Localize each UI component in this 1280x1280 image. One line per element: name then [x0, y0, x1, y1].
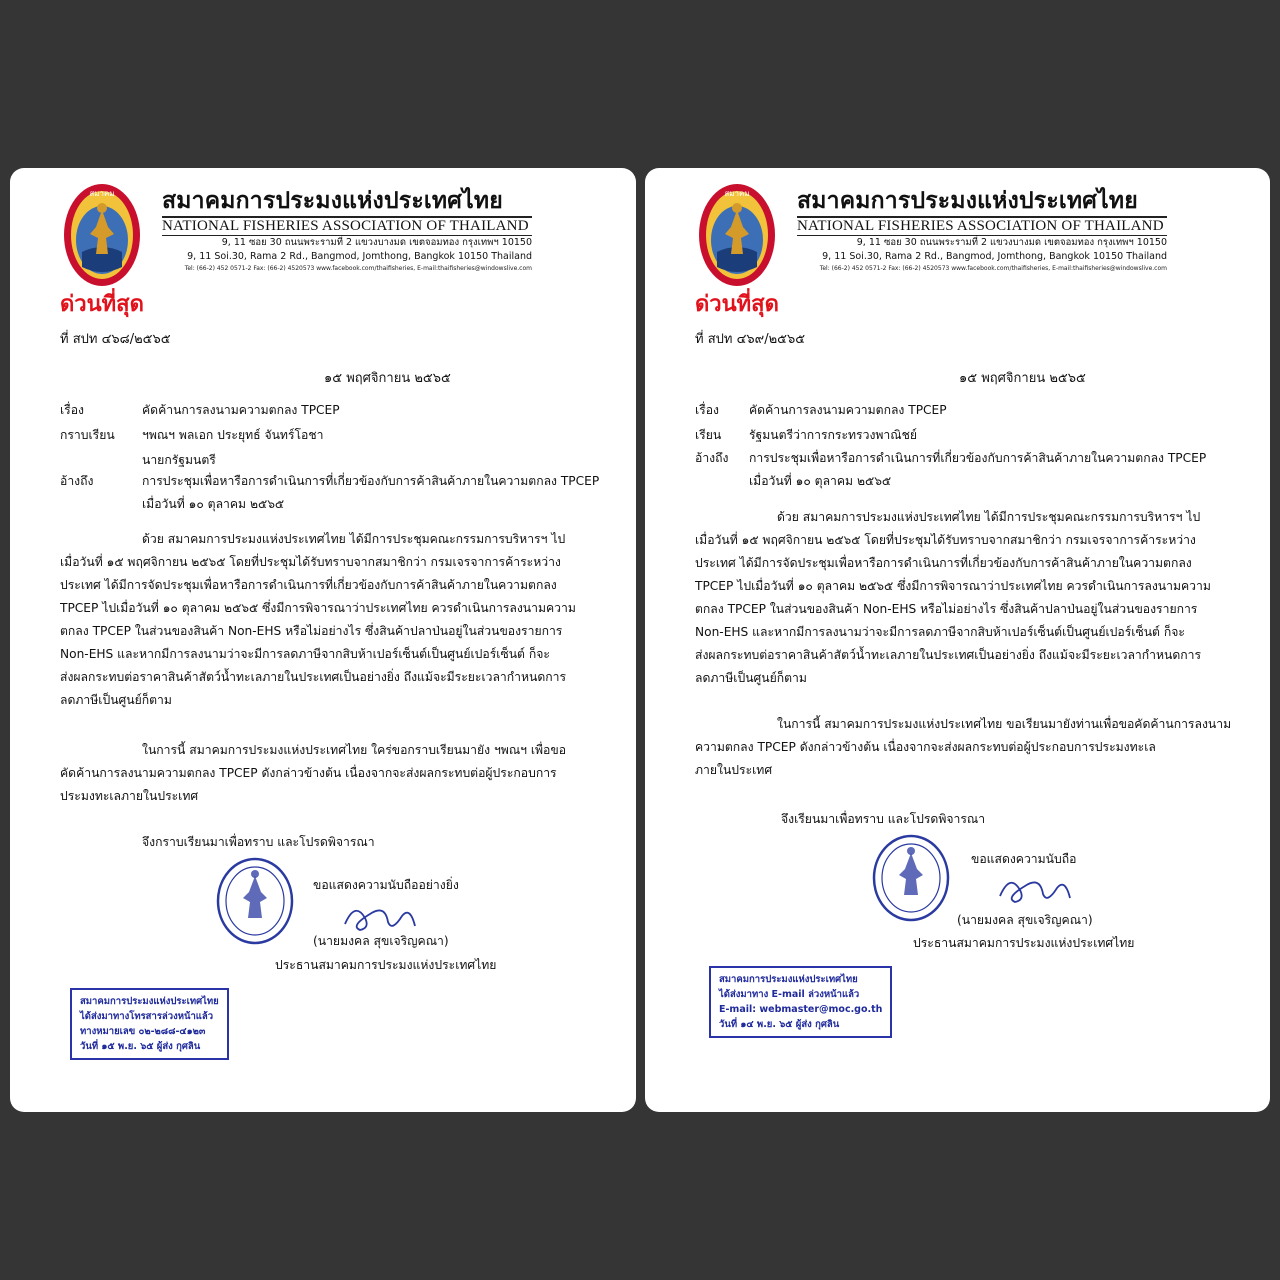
letter-right [645, 168, 1270, 1112]
org-contact: Tel: (66-2) 452 0571-2 Fax: (66-2) 4520573 www.facebook.com/thaifisheries, E-mail:thaifisheries@windowslive.com [184, 265, 532, 272]
to-title: นายกรัฐมนตรี [142, 453, 216, 467]
signature [995, 868, 1085, 908]
association-logo [62, 182, 142, 288]
subject-text: คัดค้านการลงนามความตกลง TPCEP [749, 403, 947, 417]
association-seal [215, 856, 295, 946]
to-text: ฯพณฯ พลเอก ประยุทธ์ จันทร์โอชา [142, 428, 324, 442]
org-address-thai: 9, 11 ซอย 30 ถนนพระรามที่ 2 แขวงบางมด เขตจอมทอง กรุงเทพฯ 10150 [856, 237, 1167, 248]
refer-text: การประชุมเพื่อหารือการดำเนินการที่เกี่ยวข้องกับการค้าสินค้าภายในความตกลง TPCEP [749, 451, 1207, 465]
closing-text: จึงเรียนมาเพื่อทราบ และโปรดพิจารณา [781, 812, 986, 826]
letterhead [162, 186, 532, 274]
org-address-english: 9, 11 Soi.30, Rama 2 Rd., Bangmod, Jomthong, Bangkok 10150 Thailand [187, 251, 532, 262]
to-text: รัฐมนตรีว่าการกระทรวงพาณิชย์ [749, 428, 917, 442]
reference-number: ที่ สปท ๔๖๙/๒๕๖๕ [695, 332, 806, 347]
signer-name: (นายมงคล สุขเจริญคณา) [313, 934, 449, 948]
org-address-english: 9, 11 Soi.30, Rama 2 Rd., Bangmod, Jomthong, Bangkok 10150 Thailand [822, 251, 1167, 262]
body-paragraph-2: ในการนี้ สมาคมการประมงแห่งประเทศไทย ใคร่ขอกราบเรียนมายัง ฯพณฯ เพื่อขอ คัดค้านการลงนามความตกลง TPCEP ดังกล่าวข้างต้น เนื่องจากจะส่งผลกระทบต่อผู้ประกอบการ ประมงทะเลภายในประเทศ [60, 743, 567, 803]
regards-text: ขอแสดงความนับถือ [971, 852, 1077, 866]
body-paragraph-2: ในการนี้ สมาคมการประมงแห่งประเทศไทย ขอเรียนมายังท่านเพื่อขอคัดค้านการลงนาม ความตกลง TPCEP ดังกล่าวข้างต้น เนื่องจากจะส่งผลกระทบต่อผู้ประกอบการประมงทะเล ภายในประเทศ [695, 717, 1232, 777]
org-name-thai: สมาคมการประมงแห่งประเทศไทย [797, 188, 1138, 214]
to-label: กราบเรียน [60, 428, 115, 442]
letter-left [10, 168, 636, 1112]
fax-stamp: สมาคมการประมงแห่งประเทศไทย ได้ส่งมาทางโทรสารล่วงหน้าแล้ว ทางหมายเลข ๐๒-๒๘๘-๔๑๒๓ วันที่ ๑๕ พ.ย. ๖๕ ผู้ส่ง กุศลิน [70, 988, 229, 1060]
urgent-label: ด่วนที่สุด [695, 292, 779, 317]
email-stamp: สมาคมการประมงแห่งประเทศไทย ได้ส่งมาทาง E-mail ล่วงหน้าแล้ว E-mail: webmaster@moc.go.th วันที่ ๑๔ พ.ย. ๖๕ ผู้ส่ง กุศลิน [709, 966, 892, 1038]
regards-text: ขอแสดงความนับถืออย่างยิ่ง [313, 878, 459, 892]
refer-date: เมื่อวันที่ ๑๐ ตุลาคม ๒๕๖๕ [749, 474, 892, 488]
subject-label: เรื่อง [695, 403, 719, 417]
to-label: เรียน [695, 428, 722, 442]
subject-text: คัดค้านการลงนามความตกลง TPCEP [142, 403, 340, 417]
subject-label: เรื่อง [60, 403, 84, 417]
body-paragraph-1: ด้วย สมาคมการประมงแห่งประเทศไทย ได้มีการประชุมคณะกรรมการบริหารฯ ไป เมื่อวันที่ ๑๕ พฤศจิกายน ๒๕๖๕ โดยที่ประชุมได้รับทราบจากสมาชิกว่า กรมเจรจาการค้าระหว่าง ประเทศ ได้มีการจัดประชุมเพื่อหารือการดำเนินการที่เกี่ยวข้องกับการค้าสินค้าภายในความตกลง TPCEP ไปเมื่อวันที่ ๑๐ ตุลาคม ๒๕๖๕ ซึ่งมีการพิจารณาว่าประเทศไทย ควรดำเนินการลงนามความ ตกลง TPCEP ในส่วนของสินค้า Non-EHS หรือไม่อย่างไร ซึ่งสินค้าปลาป่นอยู่ในส่วนของรายการ Non-EHS และหากมีการลงนามว่าจะมีการลดภาษีจากสิบห้าเปอร์เซ็นต์เป็นศูนย์เปอร์เซ็นต์ ก็จะ ส่งผลกระทบต่อราคาสินค้าสัตว์น้ำทะเลภายในประเทศเป็นอย่างยิ่ง ถึงแม้จะมีระยะเวลากำหนดการ ลดภาษีเป็นศูนย์ก็ตาม [60, 532, 576, 707]
letter-date: ๑๕ พฤศจิกายน ๒๕๖๕ [324, 371, 451, 386]
org-contact: Tel: (66-2) 452 0571-2 Fax: (66-2) 4520573 www.facebook.com/thaifisheries, E-mail:thaifisheries@windowslive.com [819, 265, 1167, 272]
signer-position: ประธานสมาคมการประมงแห่งประเทศไทย [275, 958, 497, 972]
association-logo [697, 182, 777, 288]
org-address-thai: 9, 11 ซอย 30 ถนนพระรามที่ 2 แขวงบางมด เขตจอมทอง กรุงเทพฯ 10150 [221, 237, 532, 248]
refer-label: อ้างถึง [60, 474, 94, 488]
org-name-thai: สมาคมการประมงแห่งประเทศไทย [162, 188, 503, 214]
reference-number: ที่ สปท ๔๖๘/๒๕๖๕ [60, 332, 171, 347]
urgent-label: ด่วนที่สุด [60, 292, 144, 317]
refer-label: อ้างถึง [695, 451, 729, 465]
refer-text: การประชุมเพื่อหารือการดำเนินการที่เกี่ยวข้องกับการค้าสินค้าภายในความตกลง TPCEP [142, 474, 600, 488]
refer-date: เมื่อวันที่ ๑๐ ตุลาคม ๒๕๖๕ [142, 497, 285, 511]
svg-text:สมาคม: สมาคม [724, 189, 750, 198]
letter-date: ๑๕ พฤศจิกายน ๒๕๖๕ [959, 371, 1086, 386]
org-name-english: NATIONAL FISHERIES ASSOCIATION OF THAILAND [797, 216, 1167, 236]
svg-text:สมาคม: สมาคม [89, 189, 115, 198]
body-paragraph-1: ด้วย สมาคมการประมงแห่งประเทศไทย ได้มีการประชุมคณะกรรมการบริหารฯ ไป เมื่อวันที่ ๑๕ พฤศจิกายน ๒๕๖๕ โดยที่ประชุมได้รับทราบจากสมาชิกว่า กรมเจรจาการค้าระหว่าง ประเทศ ได้มีการจัดประชุมเพื่อหารือการดำเนินการที่เกี่ยวข้องกับการค้าสินค้าภายในความตกลง TPCEP ไปเมื่อวันที่ ๑๐ ตุลาคม ๒๕๖๕ ซึ่งมีการพิจารณาว่าประเทศไทย ควรดำเนินการลงนามความ ตกลง TPCEP ในส่วนของสินค้า Non-EHS หรือไม่อย่างไร ซึ่งสินค้าปลาป่นอยู่ในส่วนของรายการ Non-EHS และหากมีการลงนามว่าจะมีการลดภาษีจากสิบห้าเปอร์เซ็นต์เป็นศูนย์เปอร์เซ็นต์ ก็จะ ส่งผลกระทบต่อราคาสินค้าสัตว์น้ำทะเลภายในประเทศเป็นอย่างยิ่ง ถึงแม้จะมีระยะเวลากำหนดการ ลดภาษีเป็นศูนย์ก็ตาม [695, 510, 1211, 685]
signer-position: ประธานสมาคมการประมงแห่งประเทศไทย [913, 936, 1135, 950]
signer-name: (นายมงคล สุขเจริญคณา) [957, 913, 1093, 927]
association-seal [871, 833, 951, 923]
closing-text: จึงกราบเรียนมาเพื่อทราบ และโปรดพิจารณา [142, 835, 375, 849]
letterhead [797, 186, 1167, 274]
org-name-english: NATIONAL FISHERIES ASSOCIATION OF THAILAND [162, 216, 532, 236]
